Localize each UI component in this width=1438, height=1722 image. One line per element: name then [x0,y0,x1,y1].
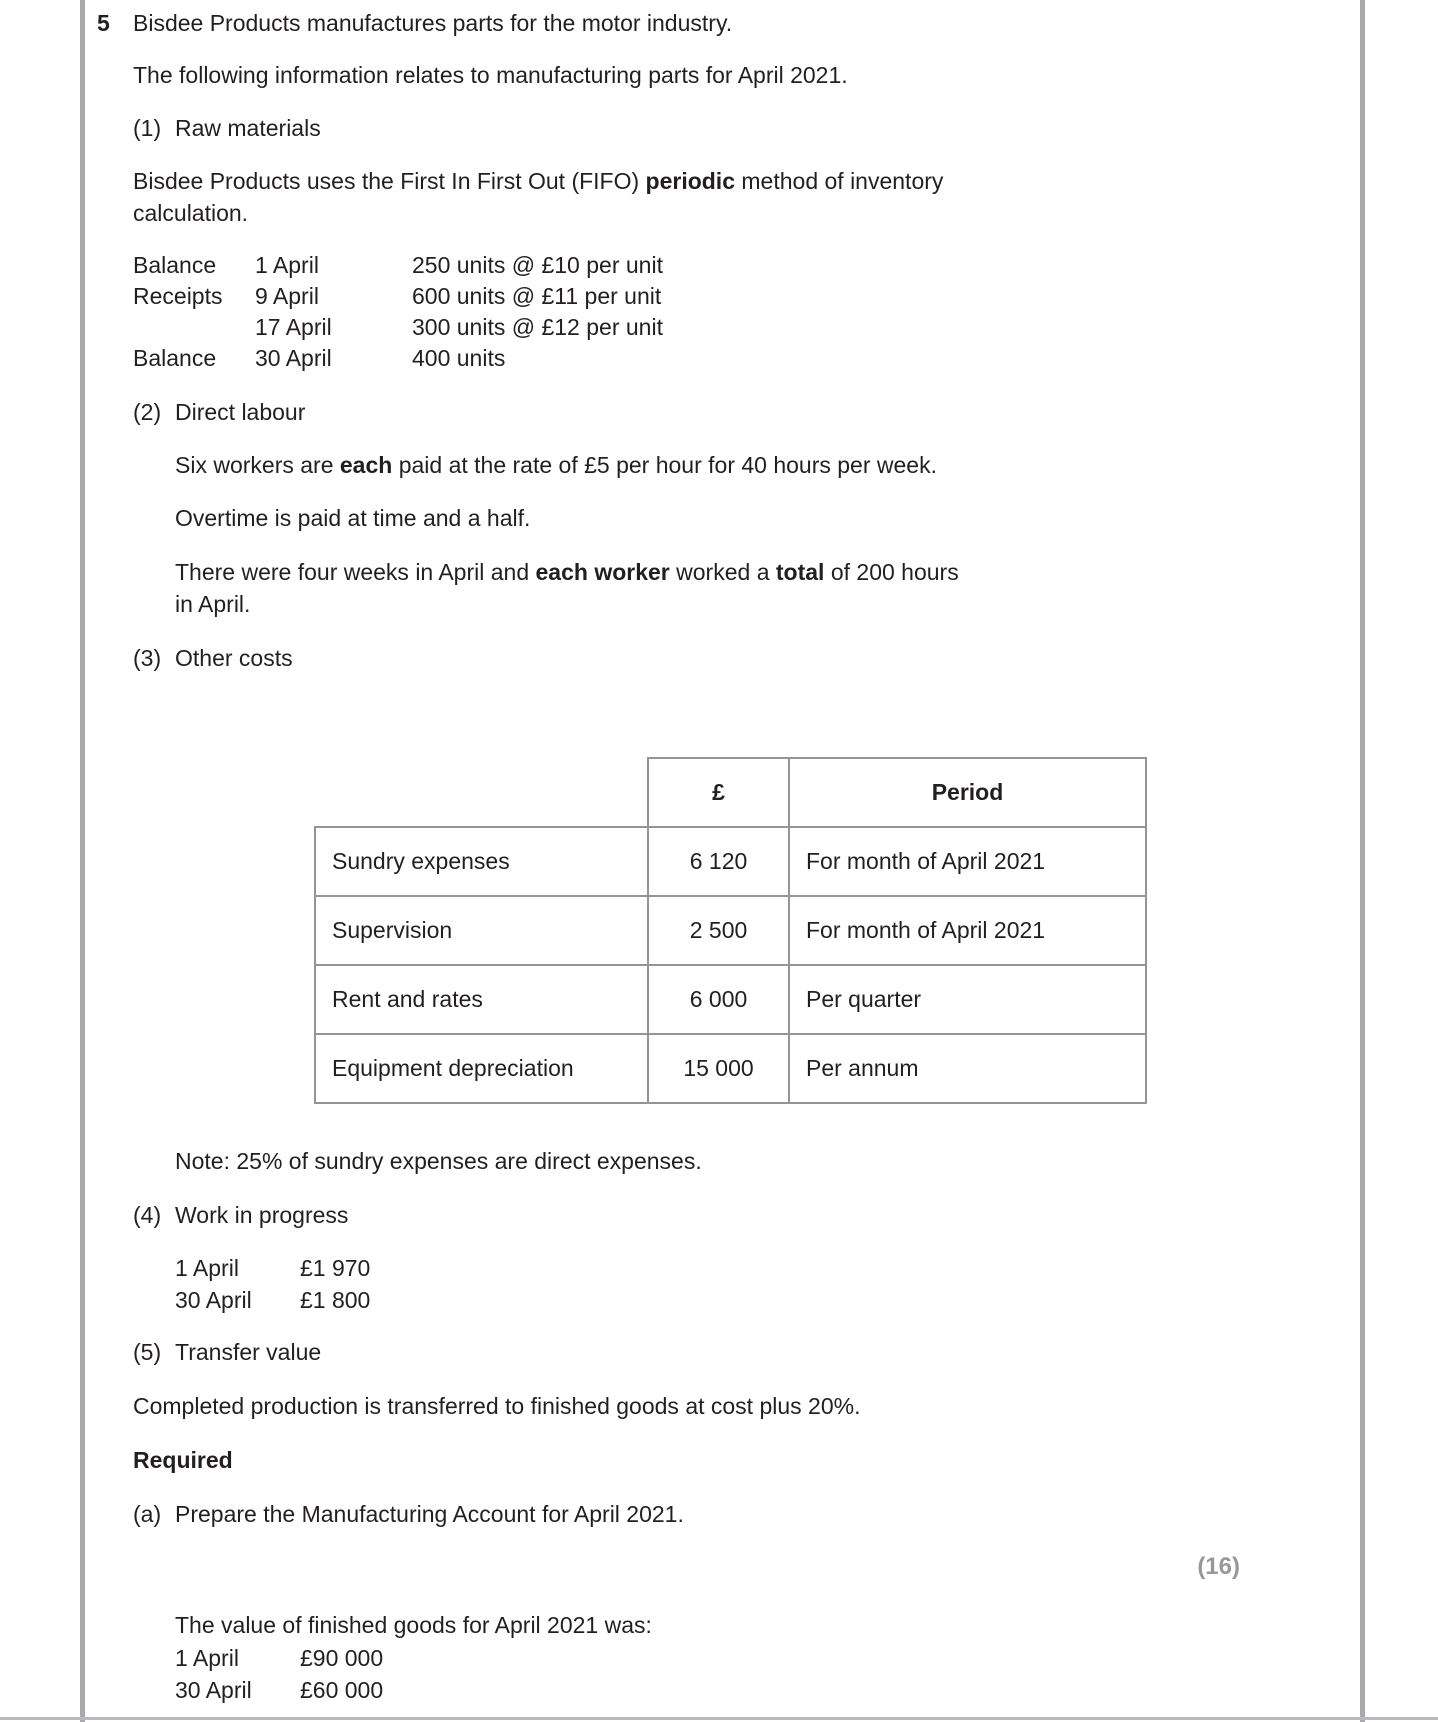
inventory-detail: 250 units @ £10 per unit [412,252,663,278]
inventory-list [133,250,663,374]
section-2-title: Direct labour [175,399,306,425]
page-left-rule [80,0,85,1722]
required-a-text: Prepare the Manufacturing Account for April 2021. [175,1501,684,1527]
section-5-title: Transfer value [175,1339,322,1365]
cost-period: Per quarter [789,965,1146,1034]
labour-p1-post: paid at the rate of £5 per hour for 40 hours per week. [392,452,937,478]
required-heading: Required [133,1447,233,1473]
table-header-period: Period [789,758,1146,827]
inventory-label: Receipts [133,283,223,309]
table-row [315,965,1146,1034]
marks-badge: (16) [1197,1553,1240,1580]
question-number: 5 [97,10,110,36]
finished-goods-intro: The value of finished goods for April 2021 was: [175,1612,652,1638]
section-5-number: (5) [133,1339,162,1365]
finished-goods-amount: £60 000 [300,1677,384,1703]
inventory-date: 1 April [255,252,319,278]
table-header-row [315,758,1146,827]
section-2-number: (2) [133,399,162,425]
cost-item: Supervision [315,896,648,965]
fifo-text-post: method of inventory [735,168,944,194]
labour-p1-bold: each [339,452,393,478]
section-3-number: (3) [133,645,162,671]
section-4-title: Work in progress [175,1202,349,1228]
question-intro: Bisdee Products manufactures parts for the motor industry. [133,10,733,36]
section-4-number: (4) [133,1202,162,1228]
inventory-detail: 600 units @ £11 per unit [412,283,662,309]
labour-p3-pre: There were four weeks in April and [175,559,536,585]
labour-paragraph-3-line2: in April. [175,591,251,617]
labour-p3-mid: worked a [669,559,776,585]
fifo-text-bold: periodic [645,168,735,194]
cost-amount: 6 000 [648,965,789,1034]
other-costs-table [314,757,1147,1104]
finished-goods-row [175,1642,383,1674]
fifo-paragraph-line2: calculation. [133,200,249,226]
wip-values [175,1252,370,1316]
table-header-amount: £ [648,758,789,827]
wip-row [175,1284,370,1316]
wip-amount: £1 970 [300,1255,371,1281]
required-a-label: (a) [133,1501,162,1527]
section-5-heading [133,1337,321,1367]
table-header-blank-cell [315,758,648,827]
cost-period: Per annum [789,1034,1146,1103]
labour-paragraph-1 [175,450,937,480]
cost-item: Equipment depreciation [315,1034,648,1103]
cost-item: Rent and rates [315,965,648,1034]
question-heading [97,8,732,38]
section-4-heading [133,1200,348,1230]
inventory-detail: 300 units @ £12 per unit [412,314,663,340]
table-row [315,1034,1146,1103]
page-bottom-rule [0,1717,1438,1720]
cost-amount: 6 120 [648,827,789,896]
inventory-row [133,312,663,343]
transfer-paragraph: Completed production is transferred to finished goods at cost plus 20%. [133,1393,861,1419]
inventory-date: 9 April [255,283,319,309]
table-row [315,827,1146,896]
finished-goods-values [175,1642,383,1706]
required-item-a [133,1499,684,1529]
finished-goods-date: 30 April [175,1677,252,1703]
wip-row [175,1252,370,1284]
section-1-number: (1) [133,115,162,141]
cost-amount: 15 000 [648,1034,789,1103]
labour-paragraph-3-line1 [175,557,959,587]
finished-goods-amount: £90 000 [300,1645,384,1671]
inventory-date: 30 April [255,345,332,371]
section-3-heading [133,643,293,673]
labour-paragraph-2: Overtime is paid at time and a half. [175,505,531,531]
finished-goods-row [175,1674,383,1706]
cost-period: For month of April 2021 [789,827,1146,896]
labour-p3-bold1: each worker [535,559,670,585]
section-2-heading [133,397,305,427]
labour-p3-post: of 200 hours [824,559,959,585]
labour-p3-bold2: total [775,559,825,585]
cost-item: Sundry expenses [315,827,648,896]
section-1-heading [133,113,321,143]
inventory-row [133,281,663,312]
cost-amount: 2 500 [648,896,789,965]
inventory-date: 17 April [255,314,332,340]
section-3-title: Other costs [175,645,293,671]
inventory-row [133,343,663,374]
wip-amount: £1 800 [300,1287,371,1313]
page-right-rule [1360,0,1365,1722]
inventory-label: Balance [133,252,217,278]
finished-goods-date: 1 April [175,1645,239,1671]
inventory-label: Balance [133,345,217,371]
fifo-text-pre: Bisdee Products uses the First In First Out (FIFO) [133,168,646,194]
question-subtitle: The following information relates to manufacturing parts for April 2021. [133,62,848,88]
inventory-detail: 400 units [412,345,506,371]
cost-period: For month of April 2021 [789,896,1146,965]
sundry-note: Note: 25% of sundry expenses are direct expenses. [175,1148,702,1174]
wip-date: 1 April [175,1255,239,1281]
inventory-row [133,250,663,281]
labour-p1-pre: Six workers are [175,452,340,478]
fifo-paragraph-line1 [133,166,943,196]
section-1-title: Raw materials [175,115,321,141]
wip-date: 30 April [175,1287,252,1313]
table-row [315,896,1146,965]
